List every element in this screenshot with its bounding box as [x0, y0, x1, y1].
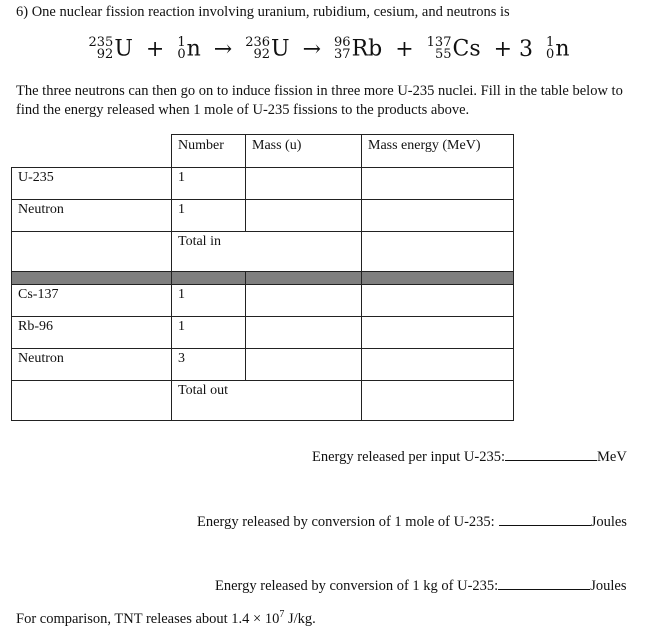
header-number: Number: [172, 135, 246, 168]
row-label: [12, 232, 172, 272]
separator-cell: [172, 272, 246, 285]
atomic-number: 55: [434, 47, 452, 62]
mass-energy-input-cell[interactable]: [362, 200, 514, 232]
comparison-exponent: 7: [279, 609, 285, 620]
separator-row: [12, 272, 514, 285]
mass-energy-table: [11, 134, 514, 421]
table-row: [12, 349, 514, 381]
mass-number: 137: [426, 35, 452, 50]
energy-per-mole-label: Energy released by conversion of 1 mole of U-235:: [197, 514, 495, 530]
total-in-row: [12, 232, 514, 272]
number-cell: 1: [172, 200, 246, 232]
mass-input-cell[interactable]: [246, 349, 362, 381]
separator-cell: [246, 272, 362, 285]
arrow-icon: →: [302, 36, 322, 62]
energy-per-input-label: Energy released per input U-235:: [312, 449, 506, 465]
mass-input-cell[interactable]: [246, 200, 362, 232]
total-in-input-cell[interactable]: [362, 232, 514, 272]
number-cell: 1: [172, 317, 246, 349]
atomic-number: 0: [546, 47, 555, 62]
atomic-number: 0: [177, 47, 186, 62]
row-label: U-235: [12, 168, 172, 200]
element-symbol: n: [186, 36, 201, 62]
arrow-icon: →: [213, 36, 233, 62]
number-cell: 3: [172, 349, 246, 381]
mass-energy-input-cell[interactable]: [362, 285, 514, 317]
nuclide-u235: [89, 36, 133, 62]
mass-number: 96: [334, 35, 351, 50]
energy-per-kg-line: [215, 577, 626, 595]
separator-cell: [362, 272, 514, 285]
atomic-number: 92: [96, 47, 114, 62]
tnt-comparison: [16, 609, 316, 628]
row-label: Cs-137: [12, 285, 172, 317]
nuclide-u236: [245, 36, 289, 62]
energy-per-input-unit: MeV: [597, 449, 627, 465]
row-label: Neutron: [12, 200, 172, 232]
table-row: [12, 200, 514, 232]
mass-input-cell[interactable]: [246, 285, 362, 317]
element-symbol: U: [271, 36, 290, 62]
element-symbol: Cs: [452, 36, 481, 62]
number-cell: 1: [172, 168, 246, 200]
instructions-line-1: The three neutrons can then go on to induce fission in three more U-235 nuclei. Fill in the table below to: [16, 83, 623, 99]
plus-sign: +: [145, 36, 165, 62]
separator-cell: [12, 272, 172, 285]
table-header-row: [12, 135, 514, 168]
header-mass: Mass (u): [246, 135, 362, 168]
mass-energy-input-cell[interactable]: [362, 168, 514, 200]
energy-per-kg-unit: Joules: [590, 578, 627, 594]
mass-number: 236: [245, 35, 271, 50]
energy-per-input-blank[interactable]: [505, 448, 597, 461]
comparison-prefix: For comparison, TNT releases about 1.4 × 10: [16, 610, 280, 627]
energy-per-mole-line: [197, 513, 627, 531]
energy-per-input-line: [312, 448, 627, 466]
row-label: Rb-96: [12, 317, 172, 349]
fission-equation: [0, 36, 658, 62]
row-label: [12, 381, 172, 421]
element-symbol: Rb: [351, 36, 383, 62]
nuclide-neutron-out: [546, 36, 569, 62]
element-symbol: U: [114, 36, 133, 62]
nuclide-cs137: [427, 36, 481, 62]
total-in-label: Total in: [172, 232, 362, 272]
mass-number: 1: [546, 35, 555, 50]
atomic-number: 92: [253, 47, 271, 62]
nuclide-rb96: [334, 36, 382, 62]
comparison-suffix: J/kg.: [284, 610, 316, 627]
table-row: [12, 317, 514, 349]
mass-input-cell[interactable]: [246, 168, 362, 200]
mass-number: 1: [177, 35, 186, 50]
instructions: [16, 82, 623, 120]
total-out-input-cell[interactable]: [362, 381, 514, 421]
header-mass-energy: Mass energy (MeV): [362, 135, 514, 168]
plus-sign: +: [395, 36, 414, 62]
atomic-number: 37: [334, 47, 351, 62]
energy-per-kg-blank[interactable]: [498, 577, 590, 590]
energy-per-mole-blank[interactable]: [499, 513, 591, 526]
table-row: [12, 168, 514, 200]
energy-per-kg-label: Energy released by conversion of 1 kg of U-235:: [215, 578, 499, 594]
question-title: 6) One nuclear fission reaction involving uranium, rubidium, cesium, and neutrons is: [16, 4, 510, 20]
mass-energy-input-cell[interactable]: [362, 349, 514, 381]
energy-per-mole-unit: Joules: [590, 514, 627, 530]
element-symbol: n: [555, 36, 570, 62]
nuclide-neutron-in: [177, 36, 200, 62]
instructions-line-2: find the energy released when 1 mole of U-235 fissions to the products above.: [16, 102, 470, 118]
mass-number: 235: [88, 35, 114, 50]
total-out-label: Total out: [172, 381, 362, 421]
mass-energy-input-cell[interactable]: [362, 317, 514, 349]
row-label: Neutron: [12, 349, 172, 381]
mass-input-cell[interactable]: [246, 317, 362, 349]
table-row: [12, 285, 514, 317]
header-blank: [12, 135, 172, 168]
total-out-row: [12, 381, 514, 421]
plus-three: + 3: [493, 36, 534, 62]
number-cell: 1: [172, 285, 246, 317]
